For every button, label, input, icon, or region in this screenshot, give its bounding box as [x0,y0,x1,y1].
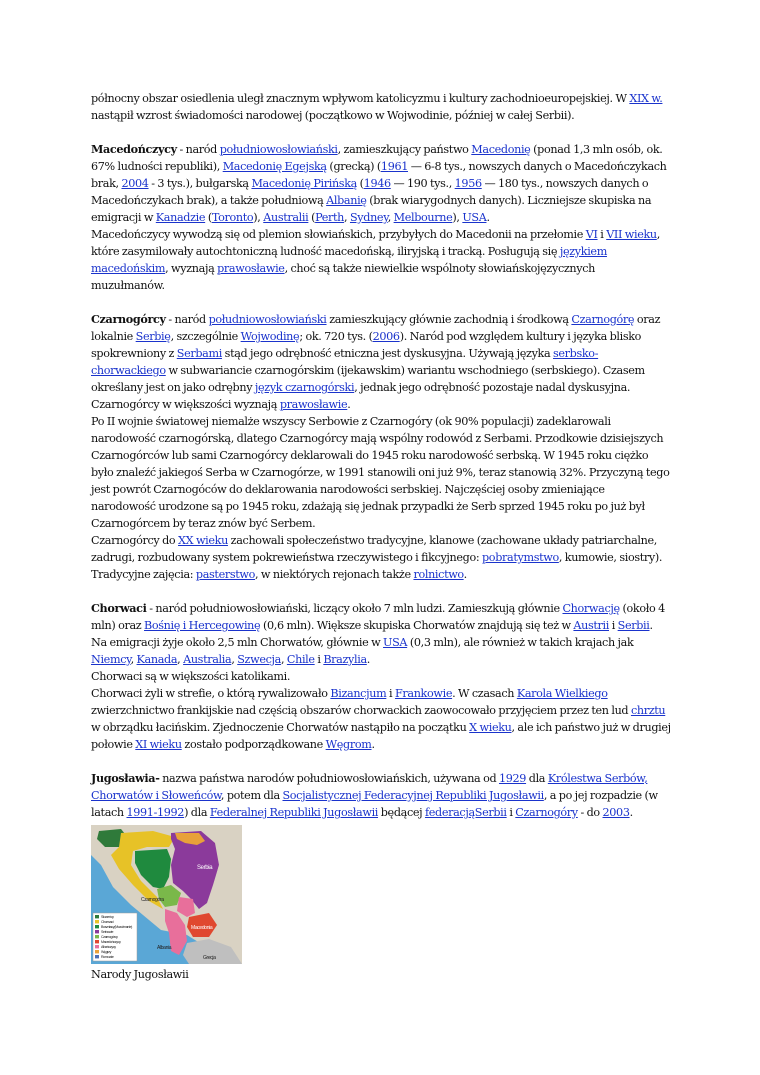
section-yugoslavia [91,770,671,983]
legend-swatch [95,950,99,953]
text: — 190 tys., [390,177,455,190]
link[interactable]: Federalnej Republiki Jugosławii [209,806,379,819]
croats-paragraph-3 [91,685,671,753]
text: , [231,653,238,666]
text: , [130,653,137,666]
montenegrins-paragraph-2: Po II wojnie światowej niemalże wszyscy Serbowie z Czarnogóry (ok 90% populacji) zadeklarowali narodowość czarnogórską, dlatego Czarnogórcy mają wspólny rodowód z Serbami. Przodkowie dzisiejszych Czarnogórców lub sami Czarnogórcy deklarowali do 1945 roku narodowość serbską. W 1945 roku ciężko było znaleźć jakiegoś Serba w Czarnogórze, w 1991 stanowili oni już 9%, teraz stanowią 32%. Przyczyną tego jest powrót Czarnogóców do deklarowania narodowości serbskiej. Najczęściej osoby zmieniające narodowość urodzone są po 1945 roku, zdażają się jednak przypadki że Serb sprzed 1945 roku po już był Czarnogórcem by teraz znów być Serbem. [91,415,670,530]
link[interactable]: pobratymstwo [482,551,559,564]
link[interactable]: Serbami [176,347,222,360]
text: ) dla [184,806,210,819]
text: i [609,619,618,632]
link[interactable]: Karola Wielkiego [516,687,608,700]
map-caption: Narody Jugosławii [91,968,189,981]
link[interactable]: XI wieku [135,738,182,751]
text: dla [526,772,548,785]
link[interactable]: Czarnogórę [571,313,635,326]
text: i [314,653,324,666]
macedonians-paragraph-2 [91,226,671,294]
legend-swatch [95,955,99,958]
text: , szczególnie [170,330,241,343]
link[interactable]: południowosłowiański [208,313,327,326]
link[interactable]: Austrii [573,619,609,632]
text: i [597,228,607,241]
link[interactable]: językiem macedońskim [91,245,607,275]
link[interactable]: Bośnię i Hercegowinę [144,619,261,632]
link[interactable]: USA [462,211,487,224]
text: (0,6 mln). Większe skupiska Chorwatów znajdują się też w [260,619,574,632]
text: (0,3 mln), ale również w takich krajach jak [407,636,634,649]
link[interactable]: 1929 [498,772,527,785]
link[interactable]: pasterstwo [195,568,255,581]
text: i [506,806,516,819]
text: , potem dla [220,789,283,802]
text: w obrządku łacińskim. Zjednoczenie Chorwatów nastąpiło na początku [91,721,470,734]
link[interactable]: Albanię [326,194,367,207]
text: , które zasymilowały autochtoniczną ludność macedońską, iliryjską i tracką. Posługują się [91,228,660,258]
link[interactable]: Wojwodinę [240,330,300,343]
link[interactable]: Australii [263,211,309,224]
map-label-serbia: Serbia [197,865,213,871]
text: . [371,738,375,751]
legend-label: Węgrzy [101,950,112,954]
link[interactable]: chrztu [630,704,666,717]
text: Czarnogórcy do [91,534,179,547]
legend-label: Chorwaci [101,920,114,924]
link-xix-wiek[interactable]: XIX w. [629,92,663,105]
text: , zamieszkujący państwo [337,143,472,156]
link[interactable]: rolnictwo [413,568,464,581]
link[interactable]: Szwecja [237,653,281,666]
link[interactable]: Czarnogóry [515,806,578,819]
link[interactable]: Chorwację [562,602,620,615]
text: , kumowie, siostry). Tradycyjne zajęcia: [91,551,663,581]
legend-swatch [95,915,99,918]
text: stąd jego odrębność etniczna jest dyskusyjna. Używają języka [221,347,554,360]
link[interactable]: Kanada [136,653,178,666]
text: . [629,806,633,819]
link[interactable]: serbsko-chorwackiego [91,347,599,377]
text: , [280,653,287,666]
link[interactable]: Sydney [349,211,388,224]
legend-label: Serbowie [101,930,114,934]
link[interactable]: 1946 [363,177,391,190]
text: - naród południowosłowiański, liczący około 7 mln ludzi. Zamieszkują głównie [146,602,563,615]
link[interactable]: 2003 [602,806,630,819]
legend-label: Romowie [101,955,114,959]
text: . [486,211,490,224]
text: ; ok. 720 tys. ( [299,330,373,343]
text: zachowali społeczeństwo tradycyjne, klanowe (zachowane układy patriarchalne, zadrugi, rozbudowany system pokrewieństwa rzeczywistego i fikcyjnego: [91,534,657,564]
link[interactable]: Macedonię [471,143,531,156]
link[interactable]: 1961 [380,160,408,173]
term-heading: Czarnogórcy [91,312,166,326]
map-legend [93,913,137,961]
link[interactable]: prawosławie [217,262,285,275]
link[interactable]: 1956 [454,177,482,190]
text: ( [205,211,212,224]
text: , jednak jego odrębność pozostaje nadal dyskusyjna. Czarnogórcy w większości wyznają [91,381,631,411]
link[interactable]: VII wieku [606,228,657,241]
document-body [91,90,671,983]
montenegrins-paragraph-1 [91,311,671,413]
text: . [366,653,371,666]
text: , choć są także niewielkie wspólnoty słowiańskojęzycznych muzułmanów. [91,262,595,292]
montenegrins-paragraph-3 [91,532,671,583]
text: nastąpił wzrost świadomości narodowej (początkowo w Wojwodinie, później w całej Serbii). [91,109,575,122]
legend-swatch [95,930,99,933]
link[interactable]: Socjalistycznej Federacyjnej Republiki Jugosławii [282,789,544,802]
legend-label: Albańczycy [101,945,116,949]
text: ). Naród pod względem kultury i języka blisko spokrewniony z [91,330,642,360]
term-heading: Jugosławia- [91,771,160,785]
link[interactable]: federacjąSerbii [424,806,507,819]
link[interactable]: Brazylia [323,653,367,666]
link[interactable]: VI [585,228,598,241]
legend-swatch [95,945,99,948]
yugoslavia-ethnic-map [91,825,242,964]
link[interactable]: Kanadzie [155,211,206,224]
text: Macedończycy wywodzą się od plemion słowiańskich, przybyłych do Macedonii na przełomie [91,228,586,241]
text: - naród [176,143,220,156]
link[interactable]: południowosłowiański [219,143,338,156]
section-macedonians [91,141,671,294]
text: północny obszar osiedlenia uległ znacznym wpływom katolicyzmu i kultury zachodnioeuropejskiej. W [91,92,630,105]
legend-label: Boszniacy (Muzułmanie) [101,925,132,929]
legend-swatch [95,925,99,928]
text: zamieszkujący głównie zachodnią i środkową [326,313,572,326]
section-montenegrins [91,311,671,583]
section-croats [91,600,671,753]
text: - naród [165,313,209,326]
text: oraz lokalnie [91,313,661,343]
text: (grecką) ( [326,160,381,173]
macedonians-paragraph-1 [91,141,671,226]
map-label-greece: Grecja [203,955,216,961]
link[interactable]: Frankowie [394,687,453,700]
term-heading: Chorwaci [91,601,147,615]
link[interactable]: Węgrom [325,738,372,751]
text: , a po jej rozpadzie (w latach [91,789,658,819]
link[interactable]: X wieku [469,721,512,734]
map-label-montenegro: Czarnogóra [141,897,164,903]
text: Chorwaci żyli w strefie, o którą rywalizowało [91,687,331,700]
text: będącej [378,806,425,819]
legend-swatch [95,940,99,943]
link[interactable]: Królestwa Serbów, Chorwatów i Słoweńców [91,772,648,802]
link[interactable]: Bizancjum [330,687,387,700]
link[interactable]: język czarnogórski [254,381,355,394]
text: , [344,211,350,224]
text: zwierzchnictwo frankijskie nad częścią obszarów chorwackich zaowocowało przyjęciem przez ten lud [91,704,631,717]
term-heading: Macedończycy [91,142,177,156]
text: (brak wiarygodnych danych). Liczniejsze skupiska na emigracji w [91,194,652,224]
text: ), [452,211,463,224]
text: zostało podporządkowane [181,738,326,751]
link[interactable]: Serbię [135,330,171,343]
text: , [177,653,184,666]
link[interactable]: Melbourne [393,211,453,224]
text: (ponad 1,3 mln osób, ok. 67% ludności republiki), [91,143,663,173]
link[interactable]: Macedonię Pirińską [251,177,357,190]
text: — 180 tys., nowszych danych o Macedończykach brak), a także południową [91,177,649,207]
legend-label: Słoweńcy [101,915,114,919]
text: . [347,398,351,411]
text: w subwariancie czarnogórskim (ijekawskim) wariantu wschodniego (serbskiego). Czasem określany jest on jako odrębny [91,364,645,394]
intro-paragraph [91,90,671,124]
text: . W czasach [452,687,517,700]
link[interactable]: USA [383,636,408,649]
text: ), [253,211,264,224]
link[interactable]: Niemcy [91,653,131,666]
link[interactable]: Chile [286,653,315,666]
text: i [386,687,395,700]
map-image [91,825,242,964]
link[interactable]: 2004 [121,177,149,190]
text: nazwa państwa narodów południowosłowiańskich, używana od [159,772,499,785]
text: , ale ich państwo już w drugiej połowie [91,721,671,751]
text: , [387,211,394,224]
text: - do [577,806,603,819]
link[interactable]: prawosławie [279,398,348,411]
legend-label: Macedończycy [101,940,121,944]
link[interactable]: 1991-1992 [126,806,185,819]
link[interactable]: Toronto [211,211,254,224]
text: , w niektórych rejonach także [255,568,414,581]
text: ( [308,211,316,224]
text: (około 4 mln) oraz [91,602,665,632]
legend-swatch [95,935,99,938]
legend-swatch [95,920,99,923]
croats-paragraph-2: Chorwaci są w większości katolikami. [91,670,291,683]
yugoslavia-paragraph [91,770,671,821]
map-label-albania: Albania [157,945,172,951]
text: , wyznają [165,262,218,275]
legend-label: Czarnogórcy [101,935,118,939]
link[interactable]: XX wieku [178,534,228,547]
text: - 3 tys.), bułgarską [148,177,252,190]
link[interactable]: 2006 [372,330,400,343]
link[interactable]: Australia [183,653,232,666]
text: — 6-8 tys., nowszych danych o Macedończykach brak, [91,160,667,190]
link[interactable]: Macedonię Egejską [222,160,327,173]
link[interactable]: Perth [315,211,345,224]
croats-paragraph-1 [91,600,671,668]
link[interactable]: Serbii [617,619,650,632]
text: . Na emigracji żyje około 2,5 mln Chorwatów, głównie w [91,619,653,649]
text: ( [356,177,364,190]
map-label-macedonia: Macedonia [191,925,213,931]
text: . [463,568,467,581]
